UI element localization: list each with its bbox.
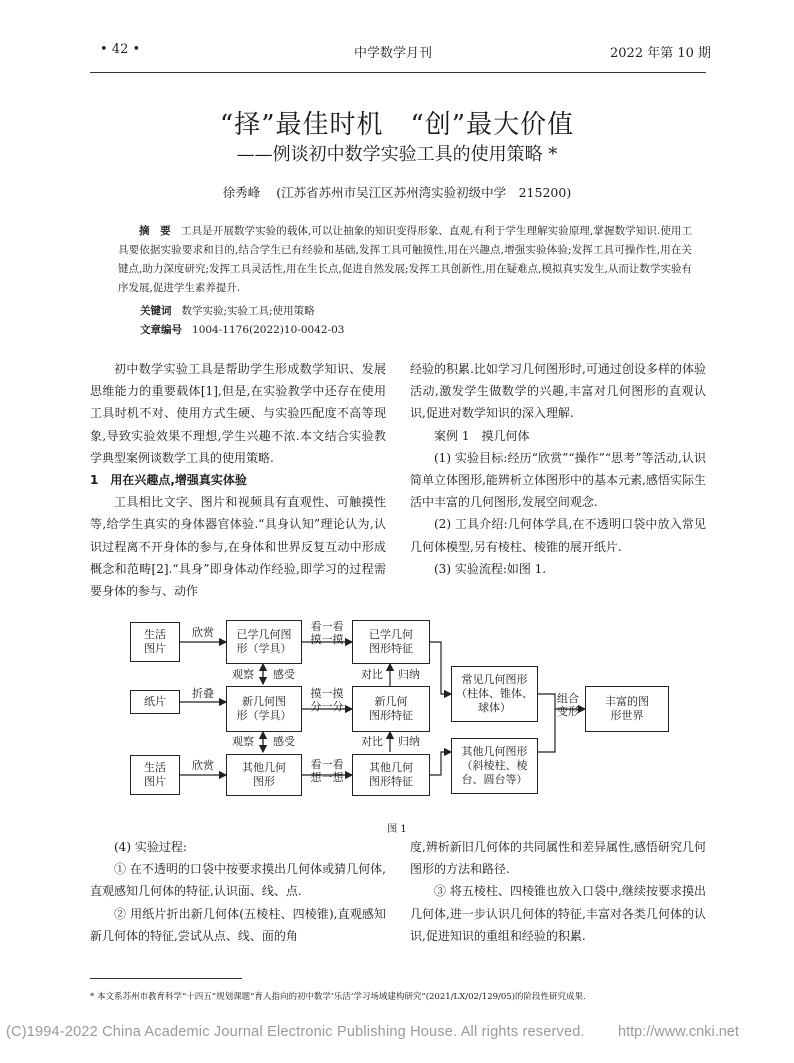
article-number: 1004-1176(2022)10-0042-03 — [192, 324, 345, 336]
paragraph: (3) 实验流程:如图 1. — [434, 561, 547, 576]
abstract-label: 摘 要 — [139, 225, 171, 237]
label-feel-1: 感受 — [273, 668, 295, 681]
article-title: “择”最佳时机 “创”最大价值 — [219, 110, 575, 140]
box-new-shape-tool: 新几何图 形（学具） — [226, 686, 302, 732]
paragraph: ① 在不透明的口袋中按要求摸出几何体或猜几何体,直观感知几何体的特征,认识面、线、点. — [90, 862, 386, 899]
box-other-solids: 其他几何图形 （斜棱柱、棱 台、圆台等） — [451, 738, 538, 794]
copyright-notice: (C)1994-2022 China Academic Journal Electronic Publishing House. All rights reserved. — [6, 1024, 585, 1040]
box-life-pictures-2: 生活 图片 — [130, 755, 180, 795]
box-life-pictures-1: 生活 图片 — [130, 622, 180, 662]
label-look-touch: 看一看 摸一摸 — [310, 620, 344, 646]
author-name: 徐秀峰 — [222, 185, 261, 200]
label-touch-divide: 摸一摸 分一分 — [310, 687, 344, 713]
journal-issue: 2022 年第 10 期 — [610, 46, 712, 61]
label-fold: 折叠 — [192, 687, 214, 700]
paragraph: 度,辨析新旧几何体的共同属性和差异属性,感悟研究几何图形的方法和路径. — [410, 840, 706, 877]
label-look-think: 看一看 想一想 — [310, 758, 344, 784]
footnote-rule — [90, 978, 242, 979]
right-column-top — [410, 358, 706, 580]
label-observe-2: 观察 — [232, 735, 254, 748]
paragraph: ② 用纸片折出新几何体(五棱柱、四棱锥),直观感知新几何体的特征,尝试从点、线、面的角 — [90, 906, 386, 943]
keywords-line — [140, 303, 315, 318]
box-paper: 纸片 — [130, 690, 180, 714]
article-number-label: 文章编号 — [140, 324, 182, 336]
author-affiliation: (江苏省苏州市吴江区苏州湾实验初级中学 215200) — [276, 185, 572, 200]
article-number-line — [140, 322, 344, 337]
label-compare-2: 对比 — [361, 735, 383, 748]
paragraph: 经验的积累.比如学习几何图形时,可通过创设多样的体验活动,激发学生做数学的兴趣,丰富对几何图形的直观认识,促进对数学知识的深入理解. — [410, 362, 706, 421]
box-new-shape-feature: 新几何 图形特征 — [352, 686, 430, 732]
right-column-bottom — [410, 836, 706, 947]
label-observe-1: 观察 — [232, 668, 254, 681]
label-combine-transform: 组合 变形 — [557, 692, 579, 718]
label-induce-2: 归纳 — [398, 735, 420, 748]
header-rule — [90, 72, 706, 73]
box-other-shapes: 其他几何 图形 — [226, 754, 302, 796]
abstract-text: 工具是开展数学实验的载体,可以让抽象的知识变得形象、直观,有利于学生理解实验原理,掌握数学知识.使用工具要依据实验要求和目的,结合学生已有经验和基础,发挥工具可触摸性,用在兴趣点,增强实验体验;发挥工具可操作性,用在关键点,助力深度研究;发挥工具灵活性,用在生长点,促进自然发展;发挥工具创新性,用在疑难点,模拟真实发生,从而让数学实验有序发展,促进学生素养提升. — [118, 225, 692, 294]
box-common-solids: 常见几何图形 （柱体、锥体、 球体） — [451, 666, 538, 722]
paragraph: 工具相比文字、图片和视频具有直观性、可触摸性等,给学生真实的身体器官体验.“具身认知”理论认为,认识过程离不开身体的参与,在身体和世界反复互动中形成概念和范畴[2].“具身”即身体动作经验,即学习的过程需要身体的参与、动作 — [90, 495, 386, 599]
label-induce-1: 归纳 — [398, 668, 420, 681]
case-heading: 案例 1 摸几何体 — [434, 428, 530, 443]
page-number: • 42 • — [100, 42, 141, 57]
label-compare-1: 对比 — [361, 668, 383, 681]
paragraph: (2) 工具介绍:几何体学具,在不透明口袋中放入常见几何体模型,另有棱柱、棱锥的展开纸片. — [410, 517, 706, 554]
figure-caption: 图 1 — [387, 824, 407, 835]
label-feel-2: 感受 — [273, 735, 295, 748]
left-column-top — [90, 358, 386, 602]
box-other-shape-feature: 其他几何 图形特征 — [352, 754, 430, 796]
paragraph: 初中数学实验工具是帮助学生形成数学知识、发展思维能力的重要载体[1],但是,在实验教学中还存在使用工具时机不对、使用方式生硬、与实验匹配度不高等现象,导致实验效果不理想,学生兴趣不浓.本文结合实验教学典型案例谈数学工具的使用策略. — [90, 362, 386, 465]
article-subtitle: ——例谈初中数学实验工具的使用策略 * — [236, 144, 558, 165]
abstract — [118, 222, 692, 298]
subheading: (4) 实验过程: — [114, 840, 187, 854]
left-column-bottom — [90, 836, 386, 947]
box-rich-shape-world: 丰富的图 形世界 — [585, 686, 669, 732]
footnote: * 本文系苏州市教育科学“十四五”规划课题“育人指向的初中数学‘乐活’学习场域建构研究”(2021/LX/02/129/05)的阶段性研究成果. — [90, 992, 586, 1002]
author-line — [0, 183, 794, 201]
section-heading: 1 用在兴趣点,增强真实体验 — [90, 473, 247, 488]
box-learned-shape-feature: 已学几何 图形特征 — [352, 620, 430, 664]
label-appreciate-2: 欣赏 — [192, 759, 214, 772]
paragraph: (1) 实验目标:经历“欣赏”“操作”“思考”等活动,认识简单立体图形,能辨析立体图形中的基本元素,感悟实际生活中丰富的几何图形,发展空间观念. — [410, 450, 706, 510]
figure-1-flowchart — [118, 612, 678, 817]
keywords: 数学实验;实验工具;使用策略 — [181, 305, 315, 317]
box-learned-shape-tool: 已学几何图 形（学具） — [226, 620, 302, 664]
website-link[interactable]: http://www.cnki.net — [618, 1024, 739, 1040]
label-appreciate-1: 欣赏 — [192, 626, 214, 639]
paragraph: ③ 将五棱柱、四棱锥也放入口袋中,继续按要求摸出几何体,进一步认识几何体的特征,丰富对各类几何体的认识,促进知识的重组和经验的积累. — [410, 884, 706, 943]
journal-name: 中学数学月刊 — [354, 46, 433, 61]
keywords-label: 关键词 — [140, 305, 172, 317]
